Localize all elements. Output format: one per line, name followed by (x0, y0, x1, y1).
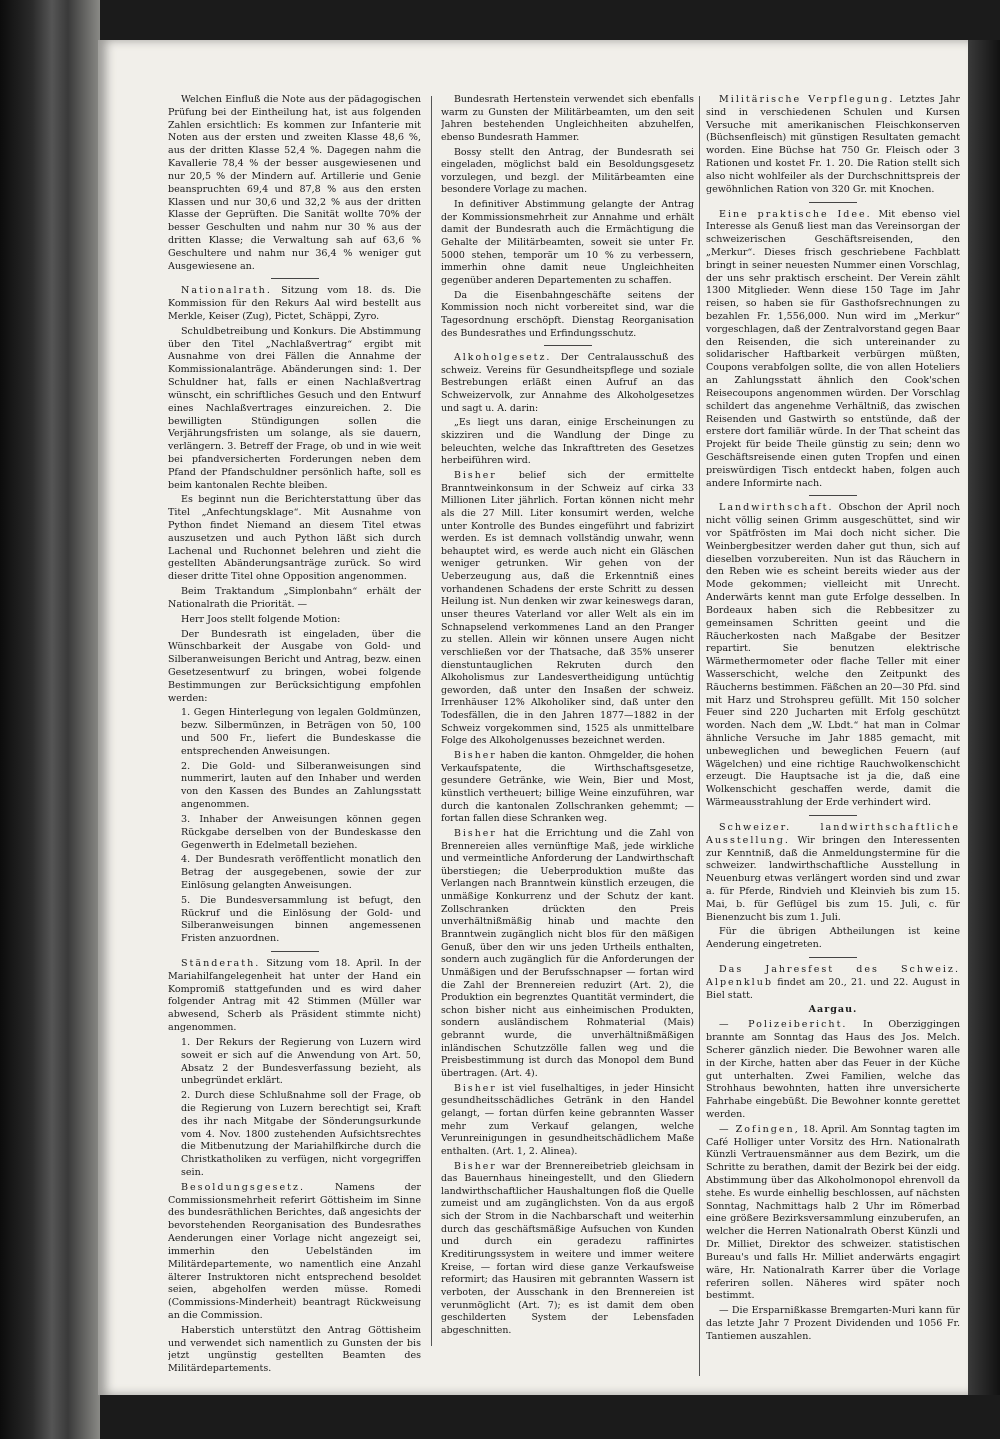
section-separator (809, 957, 857, 958)
article-lead: Besoldungsgesetz. (181, 1181, 305, 1193)
article-paragraph (441, 417, 694, 468)
article-text: Herr Joos stellt folgende Motion: (181, 613, 341, 625)
article-paragraph (706, 1305, 960, 1343)
article-lead: Schweizer. landwirthschaftliche Ausstellung. (706, 821, 960, 846)
article-text: hat die Errichtung und die Zahl von Brennereien alles vernünftige Maß, jede wirkliche und vermeintliche Anforderung der Landwirthschaft überstiegen; die Ueberproduktion mußte das Verlangen nach Branntwein künstlich erzeugen, die unmäßige Konkurrenz und der Schutz der kant. Zollschranken drückten den Preis unverhältnißmäßig hinab und machte den Branntwein zugänglich nicht blos für den mäßigen Genuß, über den wir uns jeden Urtheils enthalten, sondern auch zugänglich für die Anforderungen der Unmäßigen und der Berufsschnapser — fortan wird die Zahl der Brennereien reduzirt (Art. 2), die Produktion ein begrenztes Quantität vermindert, die schon bisher nicht aus einheimischen Produkten, sondern ausländischem Rohmaterial (Mais) gebrannt wurde, die unverhältnißmäßigen inländischen Schutzzölle fallen weg und die Preisbestimmung ist durch das Monopol dem Bund übertragen. (Art. 4). (441, 827, 694, 1080)
article-lead: Bisher (454, 1160, 497, 1172)
article-lead: — Polizeibericht. (719, 1019, 848, 1031)
article-lead: — Zofingen, (719, 1123, 800, 1135)
article-paragraph (168, 958, 421, 1035)
article-paragraph (168, 614, 421, 627)
article-paragraph (441, 147, 694, 198)
article-text: 2. Durch diese Schlußnahme soll der Frage, ob die Regierung von Luzern berechtigt sei, Kraft des ihr nach Mitgabe der Sönderungsurkunde vom 4. Nov. 1800 zustehenden Aufsichtsrechtes die Mitbenutzung der Mariahilfkirche durch die Christkatholiken zu verfügen, nicht vorgegriffen sein. (181, 1090, 421, 1178)
section-separator (809, 495, 857, 496)
article-text: Der Centralausschuß des schweiz. Vereins für Gesundheitspflege und soziale Bestrebungen erläßt einen Aufruf an das Schweizervolk, zur Annahme des Alkoholgesetzes und sagt u. A. darin: (441, 352, 694, 414)
article-paragraph (706, 964, 960, 1002)
article-text: 2. Die Gold- und Silberanweisungen sind nummerirt, lauten auf den Inhaber und werden von den Kassen des Bundes an Zahlungsstatt angenommen. (181, 760, 421, 811)
article-paragraph (706, 822, 960, 925)
article-paragraph (441, 290, 694, 341)
section-separator (544, 345, 592, 346)
article-text: Da die Eisenbahngeschäfte seitens der Kommission noch nicht vorbereitet sind, war die Tagesordnung erschöpft. Dienstag Reorganisation des Bundesrathes und Erfindungsschutz. (441, 289, 694, 339)
article-lead: Das Jahresfest des Schweiz. Alpenklub (706, 964, 960, 988)
article-text: Bossy stellt den Antrag, der Bundesrath sei eingeladen, möglichst bald ein Besoldungsgesetz vorzulegen, und bezgl. der Militärbeamten eine besondere Vorlage zu machen. (441, 146, 694, 196)
list-item (168, 1037, 421, 1088)
article-text: In definitiver Abstimmung gelangte der Antrag der Kommissionsmehrheit zur Annahme und erhält damit der Bundesrath auch die Ermächtigung die Gehalte der Militärbeamten, soweit sie unter Fr. 5000 stehen, temporär um 10 % zu verbessern, immerhin ohne damit neue Ungleichheiten gegenüber anderen Departementen zu schaffen. (441, 199, 694, 286)
article-paragraph (168, 586, 421, 612)
article-text: Bundesrath Hertenstein verwendet sich ebenfalls warm zu Gunsten der Militärbeamten, um den seit Jahren bestehenden Ungleichheiten abzuhelfen, ebenso Bundesrath Hammer. (441, 94, 694, 143)
article-text: Mit ebenso viel Interesse als Genuß liest man das Vereinsorgan der schweizerischen Geschäftsreisenden, den „Merkur“. Dieses frisch geschriebene Fachblatt bringt in seiner neuesten Nummer einen Vorschlag, der uns sehr praktisch erscheint. Der Verein zählt 1300 Mitglieder. Wenn diese 150 Tage im Jahr reisen, so haben sie für Gasthofsrechnungen zu bezahlen Fr. 1,556,000. Nun wird im „Merkur“ vorgeschlagen, daß der Zentralvorstand gegen Baar den Reisenden, die sich untereinander zu solidarischer Haftbarkeit verbürgen müßten, Coupons verabfolgen sollte, die von allen Hoteliers an Zahlungsstatt ähnlich den Cook'schen Reisecoupons angenommen würden. Der Vorschlag schildert das angenehme Verhältniß, das zwischen Reisenden und Gastwirth so entstünde, daß der erstere dort familiär würde. In der That scheint das Projekt für beide Theile günstig zu sein; denn wo Geschäftsreisende einen guten Tropfen und einen preiswürdigen Tisch entdeckt haben, folgen auch andere Informirte nach. (706, 208, 960, 489)
text-column-left (168, 94, 421, 1384)
section-separator (809, 815, 857, 816)
article-lead: Nationalrath. (181, 285, 272, 297)
book-binding (0, 0, 100, 1439)
article-text: war der Brennereibetrieb gleichsam in das Bauernhaus hineingestellt, und den Gliedern landwirthschaftlicher Haushaltungen floß die Quelle zumeist und am zugänglichsten. Von da aus ergoß sich der Strom in die Nachbarschaft und weiterhin durch das geschäftsmäßige Aufsuchen von Kunden und durch ein geradezu raffinirtes Kreditirungssystem in weitere und immer weitere Kreise, — fortan wird diese ganze Verkaufsweise reformirt; das Hausiren mit gebrannten Wassern ist verboten, der Ausschank in den Brennereien ist verunmöglicht (Art. 7); es ist damit dem oben geschilderten System der Lebensfaden abgeschnitten. (441, 1160, 694, 1336)
article-paragraph (441, 94, 694, 145)
article-text: Schuldbetreibung und Konkurs. Die Abstimmung über den Titel „Nachlaßvertrag“ ergibt mit Ausnahme von drei Fällen die Annahme der Kommissionalanträge. Abänderungen sind: 1. Der Schuldner hat, falls er einen Nachlaßvertrag wünscht, ein schriftliches Gesuch und den Entwurf eines Nachlaßvertrages einzureichen. 2. Die bewilligten Stündigungen sollen die Verjährungsfristen um solange, als sie dauern, verlängern. 3. Betreff der Frage, ob und in wie weit bei pfandversicherten Forderungen neben dem Pfand der Pfandschuldner persönlich hafte, soll es beim kantonalen Rechte bleiben. (168, 325, 421, 491)
article-paragraph (706, 1124, 960, 1303)
article-paragraph (441, 1083, 694, 1159)
article-lead: Bisher (454, 469, 497, 481)
column-rule-2 (699, 96, 700, 1376)
list-item (168, 761, 421, 812)
article-text: 1. Der Rekurs der Regierung von Luzern wird soweit er sich auf die Anwendung von Art. 50, Absatz 2 der Bundesverfassung bezieht, als unbegründet erklärt. (181, 1036, 421, 1087)
article-paragraph (168, 1325, 421, 1376)
article-text: Es beginnt nun die Berichterstattung über das Titel „Anfechtungsklage“. Mit Ausnahme von Python findet Niemand an diesem Titel etwas auszusetzen und auch Python läßt sich durch Lachenal und Ruchonnet belehren und zieht die gestellten Abänderungsanträge zurück. So wird dieser dritte Titel ohne Opposition angenommen. (168, 494, 421, 583)
article-paragraph (706, 502, 960, 810)
list-item (168, 854, 421, 892)
article-text: Der Bundesrath ist eingeladen, über die Wünschbarkeit der Ausgabe von Gold- und Silberanweisungen Bericht und Antrag, bezw. einen Gesetzesentwurf zu bringen, wobei folgende Bestimmungen zur Berücksichtigung empfohlen werden: (168, 628, 421, 704)
text-column-right (706, 94, 960, 1354)
article-paragraph (168, 285, 421, 323)
article-lead: Eine praktische Idee. (719, 208, 872, 220)
list-item (168, 895, 421, 946)
article-paragraph (441, 1161, 694, 1338)
article-paragraph (706, 926, 960, 952)
article-lead: Alkoholgesetz. (454, 352, 552, 364)
section-separator (809, 202, 857, 203)
article-text: Obschon der April noch nicht völlig seinen Grimm ausgeschüttet, sind wir vor Spätfrösten im Mai doch nicht sicher. Die Weinbergbesitzer werden daher gut thun, sich auf dieselben vorzubereiten. Nun ist das Räuchern in den Reben wie es scheint bereits wieder aus der Mode gekommen; vielleicht mit Unrecht. Anderwärts kennt man gute Erfolge desselben. In Bordeaux haben sich die Rebbesitzer zu gemeinsamen Schritten geeint und die Räucherkosten nach Maßgabe der Besitzer repartirt. Sie benutzen elektrische Wärmethermometer oder flache Teller mit einer Wasserschicht, welche den Zeitpunkt des Räucherns bestimmen. Fäßchen an 20—30 Pfd. sind mit Harz und Strohspreu gefüllt. Mit 150 solcher Feuer sind 220 Jucharten mit Erfolg geschützt worden. Nach dem „W. Lbdt.“ hat man in Colmar ähnliche Versuche im Jahr 1885 gemacht, mit unbeweglichen und beweglichen Feuern (auf Wägelchen) und eine richtige Rauchwolkenschicht erzeugt. Die Hauptsache ist ja die, daß eine Wolkenschicht geschaffen werde, damit die Wärmeausstrahlung der Erde verhindert wird. (706, 502, 960, 809)
list-item (168, 707, 421, 758)
article-text: Haberstich unterstützt den Antrag Göttisheim und verwendet sich namentlich zu Gunsten der bis jetzt ungünstig gestellten Beamten des Militärdepartements. (168, 1324, 421, 1375)
article-paragraph (441, 352, 694, 415)
article-text: „Es liegt uns daran, einige Erscheinungen zu skizziren und die Wandlung der Dinge zu beleuchten, welche das Inkrafttreten des Gesetzes herbeiführen wird. (441, 417, 694, 467)
article-lead: Ständerath. (181, 958, 261, 969)
text-column-middle (441, 94, 694, 1344)
article-text: Welchen Einfluß die Note aus der pädagogischen Prüfung bei der Eintheilung hat, ist aus folgenden Zahlen ersichtlich: Es kommen zur Infanterie mit Noten aus der ersten und zweiten Klasse 48,6 %, aus der dritten Klasse 52,4 %. Dagegen nahm die Kavallerie 78,4 % der besser ausgewiesenen und nur 20,5 % der Mindern auf. Artillerie und Genie beanspruchten 69,4 und 87,8 % aus den ersten Klassen und nur 30,6 und 32,2 % aus der dritten Klasse der Geprüften. Die Sanität wollte 70% der besser Geschulten und nahm nur 30 % aus der dritten Klasse; die Verwaltung sah auf 63,6 % Geschultere und nahm nur 36,4 % weniger gut Ausgewiesene an. (168, 94, 421, 272)
list-item (168, 814, 421, 852)
article-paragraph (441, 750, 694, 826)
article-paragraph (441, 199, 694, 287)
article-paragraph (706, 94, 960, 197)
article-paragraph (168, 326, 421, 493)
article-lead: Militärische Verpflegung. (719, 94, 895, 105)
article-text: 18. April. Am Sonntag tagten im Café Holliger unter Vorsitz des Hrn. Nationalrath Künzli Vertrauensmänner aus dem Bezirk, um die Schritte zu berathen, damit der Bezirk bei der eidg. Abstimmung über das Alkoholmonopol ehrenvoll da stehe. Es wurde einhellig beschlossen, auf nächsten Sonntag, Nachmittags halb 2 Uhr im Römerbad eine größere Bezirksversammlung einzuberufen, an welcher die Herren Nationalrath Oberst Künzli und Dr. Milliet, Direktor des schweizer. statistischen Bureau's und falls Hr. Milliet anderwärts engagirt wäre, Hr. Nationalrath Karrer über die Vorlage referiren sollen. Näheres wird später noch bestimmt. (706, 1123, 960, 1302)
page-edge-shadow (968, 40, 1000, 1395)
article-text: Wir bringen den Interessenten zur Kenntniß, daß die Anmeldungstermine für die schweizer. landwirthschaftliche Ausstellung in Neuenburg etwas verlängert worden sind und zwar a. für Pferde, Rindvieh und Kleinvieh bis zum 15. Mai, b. für Geflügel bis zum 15. Juli, c. für Bienenzucht bis zum 1. Juli. (706, 834, 960, 923)
article-paragraph (441, 470, 694, 748)
article-paragraph (706, 1019, 960, 1122)
article-text: findet am 20., 21. und 22. August in Biel statt. (706, 976, 960, 1001)
article-paragraph (168, 1182, 421, 1323)
article-lead: Bisher (454, 750, 497, 762)
article-text: Letztes Jahr sind in verschiedenen Schulen und Kursen Versuche mit amerikanischen Fleischkonserven (Büchsenfleisch) mit günstigen Resultaten gemacht worden. Eine Büchse hat 750 Gr. Fleisch oder 3 Rationen und kostet Fr. 1. 20. Die Ration stellt sich also nicht wohlfeiler als der Durchschnittspreis der gewöhnlichen Ration von 320 Gr. mit Knochen. (706, 94, 960, 195)
article-paragraph (168, 629, 421, 706)
article-text: 5. Die Bundesversammlung ist befugt, den Rückruf und die Einlösung der Gold- und Silberanweisungen binnen angemessenen Fristen anzuordnen. (181, 894, 421, 945)
article-text: Sitzung vom 18. ds. Die Kommission für den Rekurs Aal wird bestellt aus Merkle, Keiser (Zug), Pictet, Schäppi, Zyro. (168, 285, 421, 322)
article-text: belief sich der ermittelte Branntweinkonsum in der Schweiz auf cirka 33 Millionen Liter jährlich. Fortan können nicht mehr als die 27 Mill. Liter konsumirt werden, welche unter Kontrolle des Bundes eingeführt und fabrizirt werden. Es ist demnach vollständig unwahr, wenn behauptet wird, es werde auch nicht ein Gläschen weniger getrunken. Wir gehen von der Ueberzeugung aus, daß die Erkenntniß eines vorhandenen Schadens der erste Schritt zu dessen Heilung ist. Nun denken wir zwar keineswegs daran, unser theures Vaterland vor aller Welt als ein im Schnapselend verkommenes Land an den Pranger zu stellen. Allein wir können unsere Augen nicht verschließen vor der Thatsache, daß 35% unserer dienstuntauglichen Rekruten durch den Alkoholismus zur Landesvertheidigung untüchtig geworden, daß unter den Insaßen der schweiz. Irrenhäuser 12% Alkoholiker sind, daß unter den Todesfällen, die in den Jahren 1877—1882 in der Schweiz vorgekommen sind, 1525 als unmittelbare Folge des Alkoholgenusses bezeichnet werden. (441, 469, 694, 747)
article-text: Beim Traktandum „Simplonbahn“ erhält der Nationalrath die Priorität. — (168, 586, 421, 610)
section-separator (271, 951, 319, 952)
article-lead: Bisher (454, 1082, 497, 1094)
article-text: 4. Der Bundesrath veröffentlicht monatlich den Betrag der ausgegebenen, sowie der zur Einlösung gelangten Anweisungen. (181, 854, 421, 891)
article-paragraph (441, 828, 694, 1081)
list-item (168, 1090, 421, 1180)
section-separator (271, 278, 319, 279)
column-rule-1 (431, 96, 432, 1346)
article-text: — Die Ersparnißkasse Bremgarten-Muri kann für das letzte Jahr 7 Prozent Dividenden und 1056 Fr. Tantiemen auszahlen. (706, 1305, 960, 1342)
article-text: 1. Gegen Hinterlegung von legalen Goldmünzen, bezw. Silbermünzen, in Beträgen von 50, 100 und 500 Fr., liefert die Bundeskasse die entsprechenden Anweisungen. (181, 707, 421, 757)
article-lead: Bisher (454, 827, 497, 839)
article-paragraph (168, 94, 421, 273)
article-text: 3. Inhaber der Anweisungen können gegen Rückgabe derselben von der Bundeskasse den Gegenwerth in Edelmetall beziehen. (181, 813, 421, 851)
article-text: Namens der Commissionsmehrheit referirt Göttisheim im Sinne des bundesräthlichen Berichtes, daß angesichts der bevorstehenden Reorganisation des Bundesrathes Aenderungen einer Vorlage nicht angezeigt sei, immerhin den Uebelständen im Militärdepartemente, wo namentlich eine Anzahl älterer Instruktoren nicht entsprechend besoldet seien, abgeholfen werden müsse. Romedi (Commissions-Minderheit) beantragt Rückweisung an die Commission. (168, 1181, 421, 1321)
article-lead: Landwirthschaft. (719, 502, 834, 514)
article-text: Für die übrigen Abtheilungen ist keine Aenderung eingetreten. (706, 926, 960, 951)
article-text: Sitzung vom 18. April. In der Mariahilfangelegenheit hat unter der Hand ein Kompromiß stattgefunden und es wird daher folgender Antrag mit 42 Stimmen (Müller war abwesend, Scherb als Präsident stimmte nicht) angenommen. (168, 958, 421, 1034)
article-text: haben die kanton. Ohmgelder, die hohen Verkaufspatente, die Wirthschaftsgesetze, gesundere Getränke, wie Wein, Bier und Most, künstlich vertheuert; billige Weine einzuführen, war durch die kantonalen Zollschranken gehemmt; — fortan fallen diese Schranken weg. (441, 750, 694, 825)
article-text: In Oberziggingen brannte am Sonntag das Haus des Jos. Melch. Scherer gänzlich nieder. Die Bewohner waren alle in der Kirche, hatten aber das Feuer in der Küche gut unterhalten. Zwei Familien, welche das Strohhaus bewohnten, hatten ihre unversicherte Fahrhabe eingebüßt. Die Bewohner konnte gerettet werden. (706, 1019, 960, 1120)
article-text: ist viel fuselhaltiges, in jeder Hinsicht gesundheitsschädliches Getränk in den Handel gelangt, — fortan dürfen keine gebrannten Wasser mehr zum Verkauf gelangen, welche Verunreinigungen in gesundheitschädlichem Maße enthalten. (Art. 1, 2. Alinea). (441, 1082, 694, 1157)
section-heading: Aargau. (808, 1004, 858, 1016)
article-paragraph (706, 209, 960, 491)
article-paragraph (168, 494, 421, 584)
